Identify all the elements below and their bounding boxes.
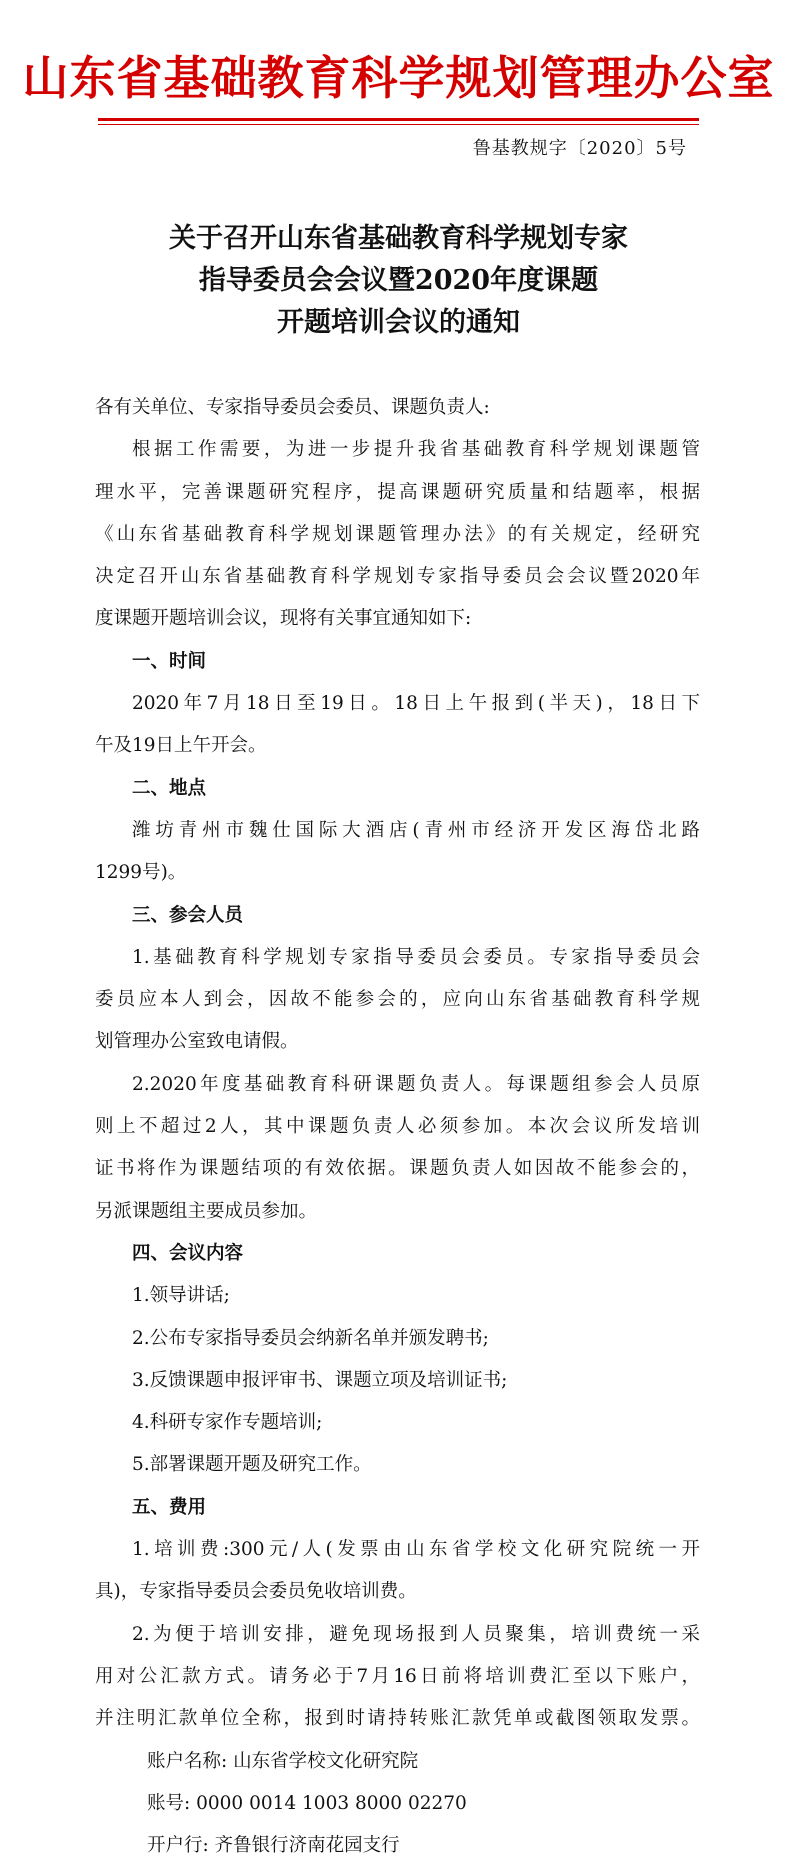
body-line: 午及19日上午开会。 [95, 735, 267, 757]
section-heading-agenda: 四、会议内容 [132, 1242, 244, 1264]
body-line: 理水平，完善课题研究程序，提高课题研究质量和结题率，根据 [95, 481, 700, 503]
notice-title-line: 开题培训会议的通知 [277, 307, 520, 338]
salutation: 各有关单位、专家指导委员会委员、课题负责人: [95, 397, 490, 418]
agenda-item: 1.领导讲话; [132, 1285, 230, 1307]
agenda-item: 5.部署课题开题及研究工作。 [132, 1454, 372, 1476]
body-line: 2020年7月18日至19日。18日上午报到(半天)，18日下 [132, 693, 700, 715]
section-heading-fees: 五、费用 [132, 1496, 207, 1518]
notice-title-line: 关于召开山东省基础教育科学规划专家 [169, 223, 628, 254]
body-line: 2.为便于培训安排，避免现场报到人员聚集，培训费统一采 [132, 1623, 700, 1645]
body-line: 并注明汇款单位全称，报到时请持转账汇款凭单或截图领取发票。 [95, 1708, 700, 1730]
account-name: 账户名称: 山东省学校文化研究院 [147, 1750, 419, 1772]
body-line: 根据工作需要，为进一步提升我省基础教育科学规划课题管 [132, 439, 700, 461]
body-line: 1.培训费:300元/人(发票由山东省学校文化研究院统一开 [132, 1539, 700, 1561]
body-line: 2.2020年度基础教育科研课题负责人。每课题组参会人员原 [132, 1073, 700, 1095]
body-line: 决定召开山东省基础教育科学规划专家指导委员会会议暨2020年 [95, 566, 700, 588]
notice-title [0, 218, 797, 344]
body-line: 另派课题组主要成员参加。 [95, 1200, 318, 1222]
body-line: 潍坊青州市魏仕国际大酒店(青州市经济开发区海岱北路 [132, 819, 700, 841]
body-line: 《山东省基础教育科学规划课题管理办法》的有关规定，经研究 [95, 523, 700, 545]
body-line: 度课题开题培训会议，现将有关事宜通知如下: [95, 608, 472, 630]
section-heading-time: 一、时间 [132, 650, 207, 672]
agenda-item: 4.科研专家作专题培训; [132, 1412, 323, 1434]
section-heading-attendees: 三、参会人员 [132, 904, 244, 926]
body-line: 证书将作为课题结项的有效依据。课题负责人如因故不能参会的， [95, 1158, 700, 1180]
agenda-item: 2.公布专家指导委员会纳新名单并颁发聘书; [132, 1327, 489, 1349]
account-bank: 开户行: 齐鲁银行济南花园支行 [147, 1835, 400, 1857]
account-number: 账号: 0000 0014 1003 8000 02270 [147, 1792, 467, 1814]
document-number: 鲁基教规字〔2020〕5号 [472, 138, 687, 159]
body-line: 划管理办公室致电请假。 [95, 1031, 299, 1053]
notice-body [95, 387, 700, 1867]
header-red-rule-thin [98, 124, 699, 125]
body-line: 委员应本人到会，因故不能参会的，应向山东省基础教育科学规 [95, 989, 700, 1011]
agenda-item: 3.反馈课题申报评审书、课题立项及培训证书; [132, 1369, 508, 1391]
section-heading-location: 二、地点 [132, 777, 207, 799]
notice-title-line: 指导委员会会议暨2020年度课题 [198, 265, 599, 296]
header-red-rule-thick [98, 118, 699, 121]
body-line: 1299号)。 [95, 862, 187, 884]
body-line: 具)，专家指导委员会委员免收培训费。 [95, 1581, 417, 1603]
body-line: 1.基础教育科学规划专家指导委员会委员。专家指导委员会 [132, 946, 700, 968]
body-line: 用对公汇款方式。请务必于7月16日前将培训费汇至以下账户， [95, 1665, 700, 1687]
org-header-title: 山东省基础教育科学规划管理办公室 [22, 51, 775, 105]
body-line: 则上不超过2人，其中课题负责人必须参加。本次会议所发培训 [95, 1116, 700, 1138]
